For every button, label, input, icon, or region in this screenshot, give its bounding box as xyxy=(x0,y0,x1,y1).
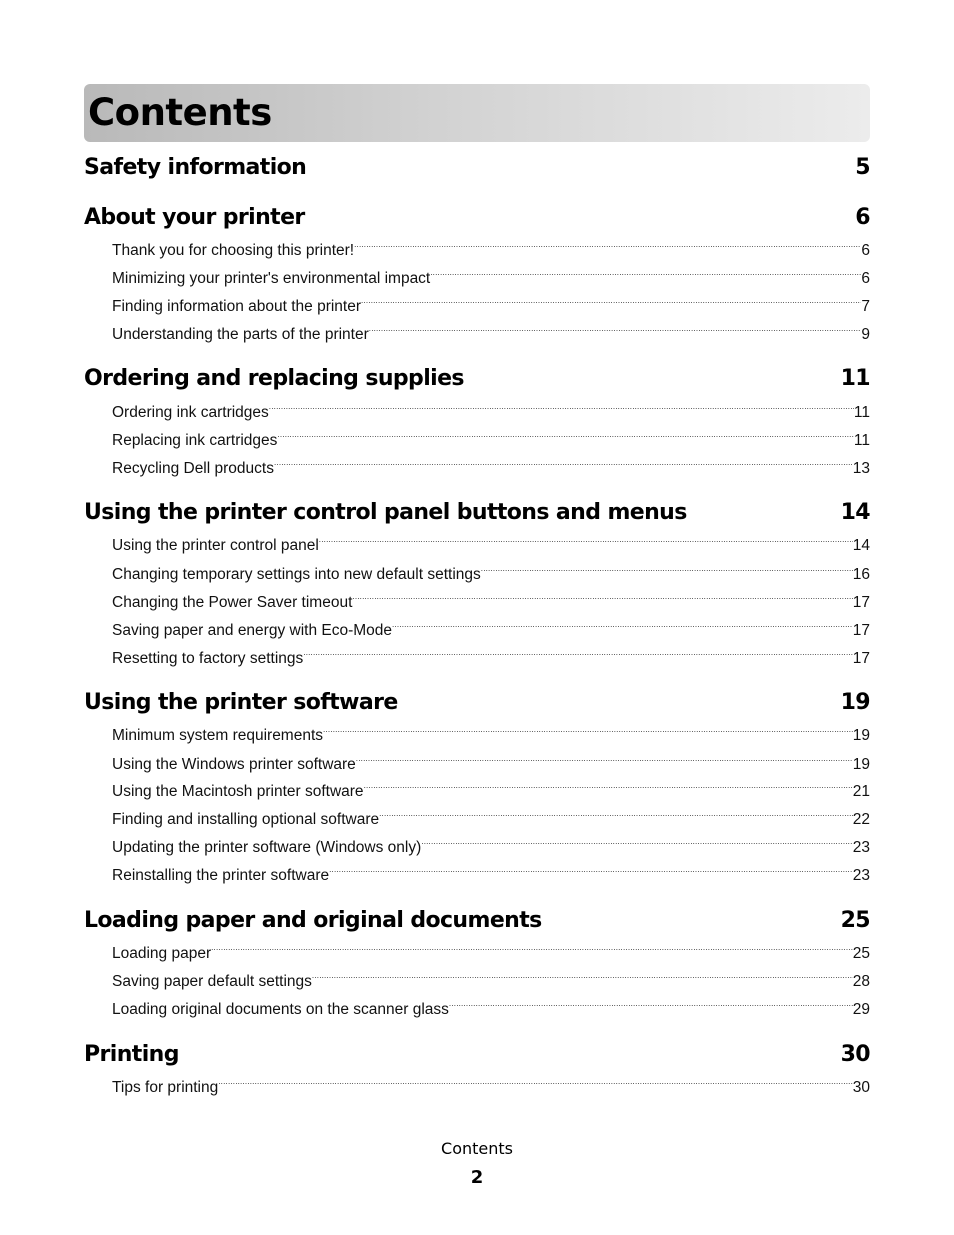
toc-section[interactable] xyxy=(112,782,870,802)
toc-page-number: 25 xyxy=(852,945,870,962)
toc-section[interactable] xyxy=(112,944,870,964)
toc-dot-leader xyxy=(211,946,853,958)
toc-section-title: Saving paper default settings xyxy=(112,973,312,990)
toc-dot-leader xyxy=(218,1080,853,1092)
toc-chapter-printer-software[interactable] xyxy=(84,689,870,717)
toc-page-number: 11 xyxy=(853,432,870,449)
toc-section[interactable] xyxy=(112,536,870,556)
toc-section-title: Understanding the parts of the printer xyxy=(112,326,369,343)
toc-chapter-safety-information[interactable] xyxy=(84,154,870,182)
toc-page-number: 30 xyxy=(852,1079,870,1096)
toc-dot-leader xyxy=(277,433,853,445)
toc-page-number: 22 xyxy=(852,811,870,828)
toc-dot-leader xyxy=(329,868,853,880)
toc-section[interactable] xyxy=(112,325,870,345)
toc-section-title: Replacing ink cartridges xyxy=(112,432,278,449)
toc-page-number: 14 xyxy=(840,500,870,525)
toc-section-title: Thank you for choosing this printer! xyxy=(112,242,355,259)
toc-section-title: Changing temporary settings into new default settings xyxy=(112,566,481,583)
toc-dot-leader xyxy=(430,271,861,283)
toc-section[interactable] xyxy=(112,459,870,479)
toc-section[interactable] xyxy=(112,726,870,746)
toc-section[interactable] xyxy=(112,1000,870,1020)
toc-section[interactable] xyxy=(112,297,870,317)
toc-chapter-title: About your printer xyxy=(84,205,305,230)
toc-chapter-title: Using the printer software xyxy=(84,690,398,715)
toc-section-title: Ordering ink cartridges xyxy=(112,404,269,421)
toc-page-number: 9 xyxy=(861,326,870,343)
toc-page-number: 16 xyxy=(852,566,870,583)
toc-section-title: Using the printer control panel xyxy=(112,537,319,554)
toc-page-number: 29 xyxy=(852,1001,870,1018)
toc-page-number: 14 xyxy=(852,537,870,554)
toc-dot-leader xyxy=(364,784,853,796)
toc-section[interactable] xyxy=(112,621,870,641)
toc-page-number: 11 xyxy=(840,366,870,391)
toc-section-title: Finding and installing optional software xyxy=(112,811,380,828)
toc-page-number: 6 xyxy=(861,242,870,259)
toc-section-title: Minimum system requirements xyxy=(112,727,324,744)
toc-page-number: 6 xyxy=(861,270,870,287)
toc-dot-leader xyxy=(481,567,853,579)
toc-section-title: Recycling Dell products xyxy=(112,460,274,477)
toc-dot-leader xyxy=(361,299,861,311)
toc-section[interactable] xyxy=(112,972,870,992)
toc-section-title: Resetting to factory settings xyxy=(112,650,304,667)
toc-section[interactable] xyxy=(112,565,870,585)
toc-dot-leader xyxy=(352,595,852,607)
toc-dot-leader xyxy=(269,405,854,417)
toc-section[interactable] xyxy=(112,431,870,451)
toc-chapter-ordering-supplies[interactable] xyxy=(84,365,870,393)
toc-section-title: Loading paper xyxy=(112,945,212,962)
toc-chapter-about-your-printer[interactable] xyxy=(84,204,870,232)
toc-dot-leader xyxy=(274,461,853,473)
toc-page-number: 11 xyxy=(853,404,870,421)
toc-page-number: 19 xyxy=(840,690,870,715)
toc-section-title: Minimizing your printer's environmental impact xyxy=(112,270,431,287)
toc-dot-leader xyxy=(421,840,852,852)
toc-page-number: 30 xyxy=(840,1042,870,1067)
contents-title-band xyxy=(84,84,870,142)
toc-section[interactable] xyxy=(112,866,870,886)
toc-page-number: 5 xyxy=(855,155,870,180)
toc-section[interactable] xyxy=(112,810,870,830)
toc-chapter-title: Printing xyxy=(84,1042,179,1067)
toc-section-title: Updating the printer software (Windows only) xyxy=(112,839,422,856)
footer-page-number: 2 xyxy=(470,1167,484,1188)
toc-section[interactable] xyxy=(112,593,870,613)
toc-dot-leader xyxy=(319,538,853,550)
toc-section[interactable] xyxy=(112,241,870,261)
toc-dot-leader xyxy=(369,327,862,339)
toc-page-number: 19 xyxy=(852,756,870,773)
footer-section-label: Contents xyxy=(441,1139,513,1158)
toc-section-title: Saving paper and energy with Eco-Mode xyxy=(112,622,393,639)
toc-dot-leader xyxy=(312,974,853,986)
toc-section-title: Changing the Power Saver timeout xyxy=(112,594,353,611)
toc-dot-leader xyxy=(449,1002,853,1014)
toc-section[interactable] xyxy=(112,269,870,289)
toc-section[interactable] xyxy=(112,1078,870,1098)
toc-page-number: 6 xyxy=(855,205,870,230)
toc-dot-leader xyxy=(303,651,852,663)
toc-chapter-title: Ordering and replacing supplies xyxy=(84,366,464,391)
toc-page-number: 17 xyxy=(852,622,870,639)
toc-section-title: Finding information about the printer xyxy=(112,298,362,315)
toc-section-title: Reinstalling the printer software xyxy=(112,867,330,884)
toc-section[interactable] xyxy=(112,755,870,775)
toc-chapter-title: Using the printer control panel buttons and menus xyxy=(84,500,687,525)
toc-dot-leader xyxy=(392,623,853,635)
toc-page-number: 23 xyxy=(852,839,870,856)
toc-chapter-loading-paper[interactable] xyxy=(84,907,870,935)
toc-page-number: 17 xyxy=(852,594,870,611)
page-title: Contents xyxy=(88,91,272,134)
toc-page-number: 28 xyxy=(852,973,870,990)
toc-section[interactable] xyxy=(112,403,870,423)
toc-chapter-title: Loading paper and original documents xyxy=(84,908,542,933)
toc-dot-leader xyxy=(356,757,853,769)
toc-section-title: Using the Macintosh printer software xyxy=(112,783,364,800)
toc-dot-leader xyxy=(379,812,853,824)
toc-chapter-printing[interactable] xyxy=(84,1041,870,1069)
toc-page-number: 23 xyxy=(852,867,870,884)
toc-page-number: 13 xyxy=(852,460,870,477)
toc-chapter-title: Safety information xyxy=(84,155,307,180)
toc-page-number: 17 xyxy=(852,650,870,667)
toc-section-title: Loading original documents on the scanner glass xyxy=(112,1001,449,1018)
toc-page-number: 19 xyxy=(852,727,870,744)
toc-dot-leader xyxy=(323,728,853,740)
toc-section-title: Tips for printing xyxy=(112,1079,219,1096)
toc-section-title: Using the Windows printer software xyxy=(112,756,356,773)
toc-page-number: 7 xyxy=(861,298,870,315)
toc-section[interactable] xyxy=(112,649,870,669)
toc-dot-leader xyxy=(354,243,861,255)
toc-page-number: 25 xyxy=(840,908,870,933)
toc-page-number: 21 xyxy=(852,783,870,800)
toc-chapter-control-panel[interactable] xyxy=(84,499,870,527)
toc-section[interactable] xyxy=(112,838,870,858)
